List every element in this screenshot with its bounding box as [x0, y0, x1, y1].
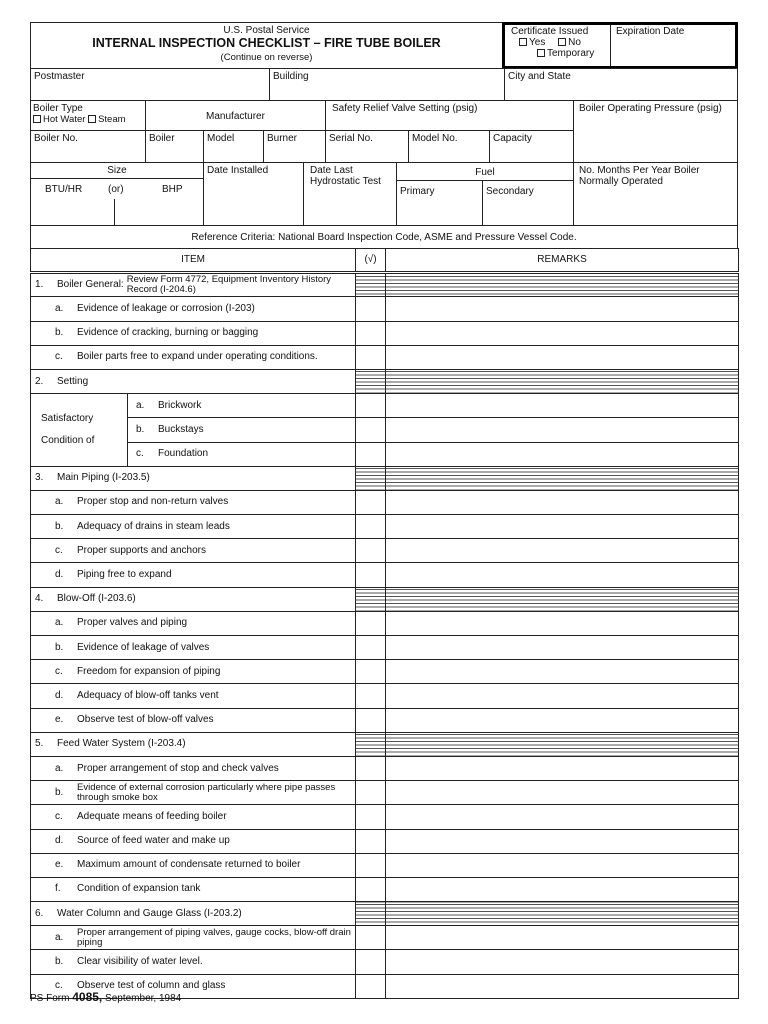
serial-label: Serial No.: [329, 133, 373, 144]
item-text: Observe test of blow-off valves: [77, 714, 214, 726]
checklist-item-row: [31, 660, 739, 684]
temporary-checkbox[interactable]: [537, 49, 545, 57]
or-label: (or): [108, 184, 124, 195]
check-cell[interactable]: [356, 297, 386, 321]
checklist-item-row: [31, 321, 739, 345]
item-letter: b.: [55, 327, 64, 339]
item-text-cell: [128, 418, 356, 442]
primary-fuel-field[interactable]: [396, 180, 483, 226]
item-text: Source of feed water and make up: [77, 835, 230, 847]
remarks-cell[interactable]: [386, 442, 739, 466]
item-text: Adequacy of drains in steam leads: [77, 520, 230, 532]
check-cell[interactable]: [356, 563, 386, 587]
item-text-cell: [31, 611, 356, 635]
remarks-cell[interactable]: [386, 636, 739, 660]
group-label-cell: [31, 394, 128, 467]
item-text: Piping free to expand: [77, 569, 172, 581]
section-number: 5.: [35, 738, 44, 750]
steam-label: Steam: [98, 114, 126, 125]
remarks-cell[interactable]: [386, 345, 739, 369]
check-cell[interactable]: [356, 442, 386, 466]
item-letter: b.: [136, 423, 145, 435]
remarks-cell[interactable]: [386, 466, 739, 490]
item-text-cell: [31, 805, 356, 829]
section-title-cell: [31, 369, 356, 393]
item-text-cell: [31, 926, 356, 950]
item-text-cell: [31, 708, 356, 732]
check-cell[interactable]: [356, 660, 386, 684]
item-text-cell: [31, 563, 356, 587]
item-text: Evidence of cracking, burning or bagging: [77, 327, 259, 339]
item-letter: c.: [136, 448, 144, 460]
item-text: Proper arrangement of stop and check valves: [77, 762, 279, 774]
item-text-cell: [128, 394, 356, 418]
hydrostatic-test-field[interactable]: [303, 162, 397, 226]
expiration-date-field[interactable]: Expiration Date: [616, 26, 685, 37]
check-cell[interactable]: [356, 781, 386, 805]
check-cell[interactable]: [356, 805, 386, 829]
check-cell[interactable]: [356, 926, 386, 950]
check-cell[interactable]: [356, 611, 386, 635]
check-cell[interactable]: [356, 515, 386, 539]
burner-label: Burner: [267, 133, 298, 144]
remarks-cell[interactable]: [386, 974, 739, 998]
checklist-item-row: [31, 877, 739, 901]
form-header: [30, 22, 503, 69]
checklist-item-row: [31, 297, 739, 321]
check-cell[interactable]: [356, 490, 386, 514]
section-title-cell: [31, 587, 356, 611]
remarks-cell[interactable]: [386, 563, 739, 587]
item-letter: a.: [55, 617, 64, 629]
check-cell[interactable]: [356, 539, 386, 563]
remarks-cell[interactable]: [386, 418, 739, 442]
boiler-no-field[interactable]: [30, 130, 146, 163]
form-date: September, 1984: [105, 993, 182, 1004]
item-text-cell: [31, 515, 356, 539]
checklist-item-row: [31, 926, 739, 950]
no-checkbox[interactable]: [558, 38, 566, 46]
section-number: 2.: [35, 375, 44, 387]
item-text-cell: [31, 756, 356, 780]
item-letter: a.: [55, 496, 64, 508]
check-cell[interactable]: [356, 756, 386, 780]
size-field[interactable]: [30, 178, 204, 226]
remarks-cell[interactable]: [386, 853, 739, 877]
item-text: Foundation: [158, 448, 209, 460]
item-text-cell: [31, 297, 356, 321]
operating-pressure-label: Boiler Operating Pressure (psig): [579, 103, 722, 114]
item-text: Proper valves and piping: [77, 617, 188, 629]
item-text: Freedom for expansion of piping: [77, 665, 221, 677]
check-cell[interactable]: [356, 684, 386, 708]
capacity-field[interactable]: [489, 130, 574, 163]
boiler-model-field[interactable]: [145, 130, 204, 163]
item-letter: b.: [55, 786, 64, 798]
section-title-cell: [31, 732, 356, 756]
form-footer: [30, 990, 181, 1004]
item-text-cell: [31, 490, 356, 514]
remarks-cell[interactable]: [386, 490, 739, 514]
check-cell[interactable]: [356, 321, 386, 345]
hot-water-checkbox[interactable]: [33, 115, 41, 123]
steam-checkbox[interactable]: [88, 115, 96, 123]
section-number: 6.: [35, 907, 44, 919]
form-number: 4085,: [72, 990, 103, 1004]
postmaster-label: Postmaster: [34, 71, 85, 82]
section-title-cell: [31, 466, 356, 490]
city-label: City and State: [508, 71, 571, 82]
yes-label: Yes: [529, 37, 546, 48]
check-cell[interactable]: [356, 466, 386, 490]
boiler-type-label: Boiler Type: [33, 103, 83, 114]
postmaster-field[interactable]: [30, 68, 270, 101]
checklist-item-row: [31, 684, 739, 708]
months-operated-field[interactable]: [573, 162, 738, 226]
check-cell[interactable]: [356, 974, 386, 998]
item-text: Buckstays: [158, 423, 204, 435]
section-row: [31, 732, 739, 756]
check-cell[interactable]: [356, 829, 386, 853]
checklist-item-row: [31, 950, 739, 974]
remarks-cell[interactable]: [386, 756, 739, 780]
fuel-header: Fuel: [396, 162, 574, 181]
form-title: INTERNAL INSPECTION CHECKLIST – FIRE TUBE BOILER: [92, 36, 441, 50]
checklist-item-row: [31, 611, 739, 635]
item-text-cell: [31, 684, 356, 708]
item-text: Adequate means of feeding boiler: [77, 810, 227, 822]
yes-checkbox[interactable]: [519, 38, 527, 46]
item-text: Observe test of column and glass: [77, 980, 226, 992]
check-cell[interactable]: [356, 853, 386, 877]
boiler-no-label: Boiler No.: [34, 133, 78, 144]
safety-relief-header: Safety Relief Valve Setting (psig): [325, 100, 574, 131]
section-title-cell: [31, 902, 356, 926]
item-letter: f.: [55, 883, 61, 895]
item-text-cell: [31, 877, 356, 901]
certificate-issued-label: Certificate Issued: [511, 26, 589, 37]
item-text-cell: [31, 829, 356, 853]
item-text: Evidence of external corrosion particularly where pipe passes through smoke box: [77, 781, 336, 803]
section-title: Blow-Off (I-203.6): [57, 593, 136, 605]
check-cell[interactable]: [356, 708, 386, 732]
item-letter: a.: [55, 931, 64, 943]
check-header: (√): [356, 249, 386, 273]
remarks-cell[interactable]: [386, 660, 739, 684]
size-divider: [114, 199, 115, 226]
item-letter: e.: [55, 714, 64, 726]
agency: U.S. Postal Service: [223, 25, 310, 36]
remarks-cell[interactable]: [386, 539, 739, 563]
item-text-cell: [31, 781, 356, 805]
model-label: Model: [207, 133, 235, 144]
checklist-item-row: [31, 829, 739, 853]
item-text: Boiler parts free to expand under operating conditions.: [77, 351, 318, 363]
section-title: Boiler General:: [57, 279, 124, 291]
remarks-cell[interactable]: [386, 708, 739, 732]
size-header: Size: [30, 162, 204, 179]
checklist-item-row: [31, 490, 739, 514]
item-text-cell: [31, 950, 356, 974]
item-letter: d.: [55, 835, 64, 847]
certificate-box: [502, 22, 738, 69]
remarks-cell[interactable]: [386, 902, 739, 926]
operating-pressure-field[interactable]: [573, 100, 738, 163]
section-subtitle: Review Form 4772, Equipment Inventory History Record (I-204.6): [126, 274, 332, 296]
item-letter: a.: [55, 302, 64, 314]
model-field[interactable]: [203, 130, 264, 163]
no-label: No: [568, 37, 581, 48]
remarks-cell[interactable]: [386, 805, 739, 829]
item-letter: c.: [55, 665, 63, 677]
item-text: Adequacy of blow-off tanks vent: [77, 689, 219, 701]
checklist-item-row: [31, 418, 739, 442]
checklist-item-row: [31, 515, 739, 539]
section-row: [31, 369, 739, 393]
check-cell[interactable]: [356, 345, 386, 369]
item-header: ITEM: [31, 249, 356, 273]
checklist-item-row: [31, 636, 739, 660]
remarks-cell[interactable]: [386, 321, 739, 345]
check-cell[interactable]: [356, 636, 386, 660]
item-text: Maximum amount of condensate returned to boiler: [77, 859, 301, 871]
item-letter: a.: [55, 762, 64, 774]
boiler-type-field: [30, 100, 146, 131]
boiler-label: Boiler: [149, 133, 175, 144]
check-cell[interactable]: [356, 950, 386, 974]
item-text: Evidence of leakage or corrosion (I-203): [77, 302, 255, 314]
item-letter: c.: [55, 810, 63, 822]
check-cell[interactable]: [356, 369, 386, 393]
item-text-cell: [31, 853, 356, 877]
remarks-cell[interactable]: [386, 829, 739, 853]
model-no-label: Model No.: [412, 133, 458, 144]
btu-label: BTU/HR: [45, 184, 83, 195]
hydrostatic-label: Date Last Hydrostatic Test: [310, 165, 381, 187]
continue-note: (Continue on reverse): [220, 52, 313, 63]
remarks-cell[interactable]: [386, 877, 739, 901]
item-letter: b.: [55, 956, 64, 968]
section-title-cell: [31, 273, 356, 297]
temporary-label: Temporary: [547, 48, 595, 59]
remarks-cell[interactable]: [386, 611, 739, 635]
section-number: 1.: [35, 279, 44, 291]
date-installed-field[interactable]: [203, 162, 304, 226]
item-letter: c.: [55, 351, 63, 363]
check-cell[interactable]: [356, 877, 386, 901]
checklist-item-row: [31, 781, 739, 805]
model-no-field[interactable]: [408, 130, 490, 163]
remarks-cell[interactable]: [386, 297, 739, 321]
date-installed-label: Date Installed: [207, 165, 269, 176]
remarks-cell[interactable]: [386, 273, 739, 297]
checklist-item-row: [31, 394, 739, 418]
checklist-item-row: [31, 539, 739, 563]
section-title: Water Column and Gauge Glass (I-203.2): [57, 907, 242, 919]
manufacturer-header: Manufacturer: [145, 100, 326, 131]
item-text-cell: [128, 442, 356, 466]
remarks-cell[interactable]: [386, 926, 739, 950]
item-letter: b.: [55, 520, 64, 532]
section-number: 3.: [35, 472, 44, 484]
section-title: Feed Water System (I-203.4): [57, 738, 186, 750]
remarks-cell[interactable]: [386, 369, 739, 393]
secondary-fuel-field[interactable]: [482, 180, 574, 226]
section-row: [31, 587, 739, 611]
remarks-cell[interactable]: [386, 394, 739, 418]
remarks-cell[interactable]: [386, 781, 739, 805]
secondary-label: Secondary: [486, 186, 534, 197]
item-text: Brickwork: [158, 399, 202, 411]
item-text: Proper arrangement of piping valves, gauge cocks, blow-off drain piping: [77, 926, 351, 948]
item-text-cell: [31, 321, 356, 345]
checklist-item-row: [31, 853, 739, 877]
burner-field[interactable]: [263, 130, 326, 163]
check-cell[interactable]: [356, 902, 386, 926]
group-label: Satisfactory Condition of: [41, 412, 95, 446]
serial-no-field[interactable]: [325, 130, 409, 163]
remarks-cell[interactable]: [386, 684, 739, 708]
building-label: Building: [273, 71, 309, 82]
city-state-field[interactable]: [504, 68, 738, 101]
checklist-item-row: [31, 805, 739, 829]
section-row: [31, 902, 739, 926]
bhp-label: BHP: [162, 184, 183, 195]
item-text: Proper stop and non-return valves: [77, 496, 229, 508]
capacity-label: Capacity: [493, 133, 532, 144]
checklist-item-row: [31, 563, 739, 587]
check-cell[interactable]: [356, 394, 386, 418]
item-letter: a.: [136, 399, 145, 411]
checklist-item-row: [31, 708, 739, 732]
item-letter: c.: [55, 544, 63, 556]
footer-prefix: PS Form: [30, 993, 70, 1004]
checklist-item-row: [31, 345, 739, 369]
remarks-header: REMARKS: [386, 249, 739, 273]
check-cell[interactable]: [356, 732, 386, 756]
hot-water-label: Hot Water: [43, 114, 86, 125]
item-text: Evidence of leakage of valves: [77, 641, 210, 653]
check-cell[interactable]: [356, 587, 386, 611]
item-letter: b.: [55, 641, 64, 653]
item-text-cell: [31, 539, 356, 563]
item-letter: d.: [55, 569, 64, 581]
checklist-table: [30, 248, 739, 999]
remarks-cell[interactable]: [386, 587, 739, 611]
reference-criteria: Reference Criteria: National Board Inspection Code, ASME and Pressure Vessel Code.: [30, 225, 738, 249]
item-text-cell: [31, 660, 356, 684]
check-cell[interactable]: [356, 418, 386, 442]
remarks-cell[interactable]: [386, 515, 739, 539]
primary-label: Primary: [400, 186, 435, 197]
item-text: Condition of expansion tank: [77, 883, 201, 895]
section-number: 4.: [35, 593, 44, 605]
section-row: [31, 273, 739, 297]
item-text-cell: [31, 345, 356, 369]
checklist-item-row: [31, 442, 739, 466]
building-field[interactable]: [269, 68, 505, 101]
item-letter: c.: [55, 980, 63, 992]
item-letter: e.: [55, 859, 64, 871]
checklist-item-row: [31, 756, 739, 780]
item-text-cell: [31, 636, 356, 660]
item-text: Clear visibility of water level.: [77, 956, 203, 968]
section-row: [31, 466, 739, 490]
item-letter: d.: [55, 689, 64, 701]
remarks-cell[interactable]: [386, 732, 739, 756]
check-cell[interactable]: [356, 273, 386, 297]
section-title: Setting: [57, 375, 89, 387]
remarks-cell[interactable]: [386, 950, 739, 974]
months-label: No. Months Per Year Boiler Normally Operated: [579, 165, 700, 187]
section-title: Main Piping (I-203.5): [57, 472, 150, 484]
item-text: Proper supports and anchors: [77, 544, 206, 556]
